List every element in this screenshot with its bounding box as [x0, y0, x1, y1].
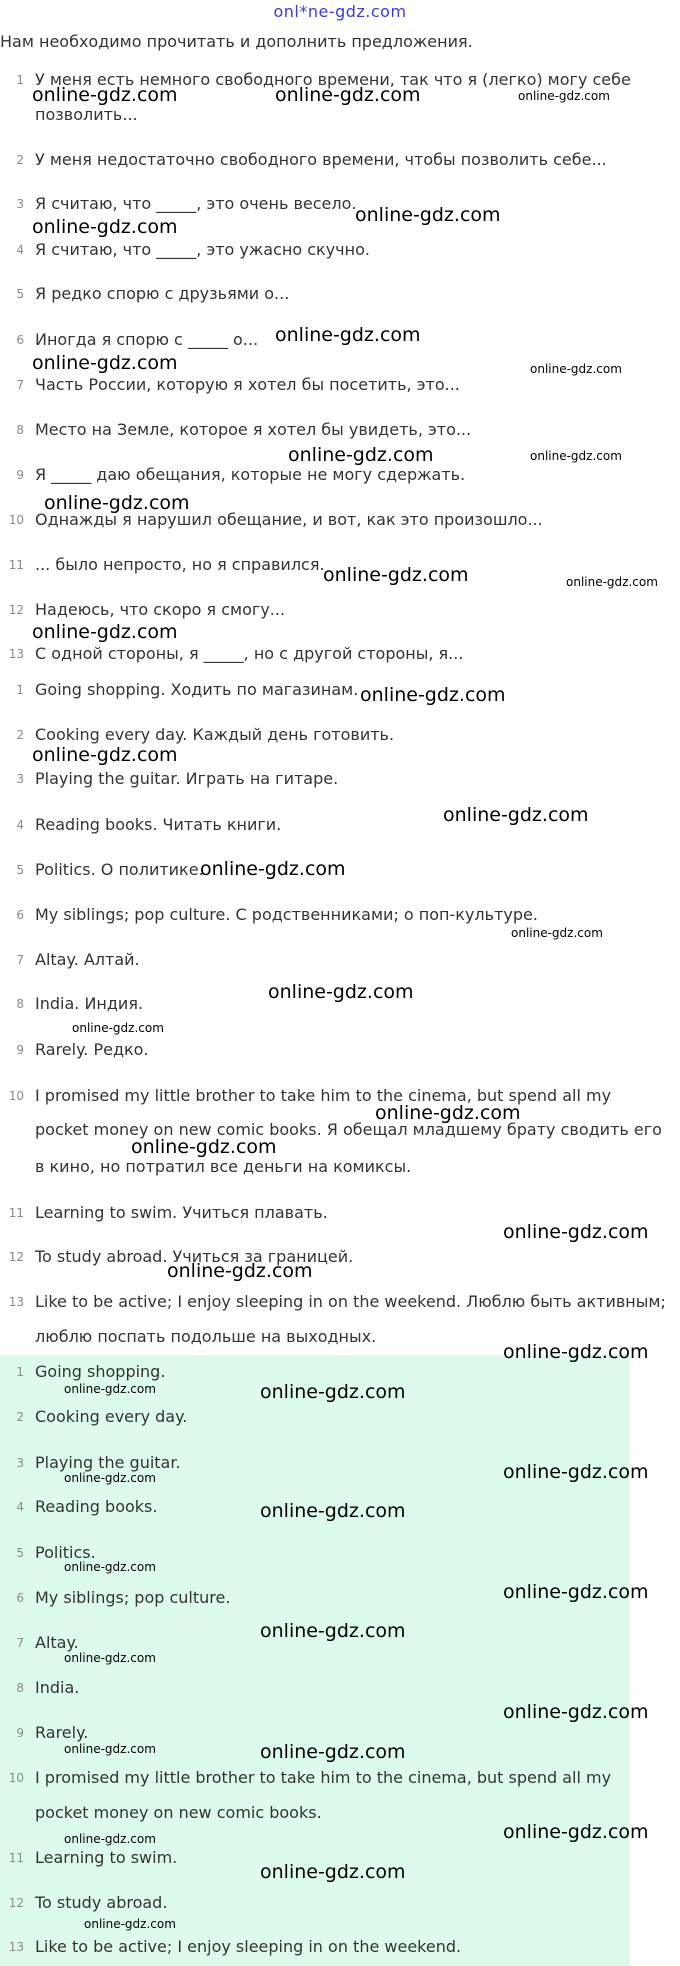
line-number: 9	[16, 468, 24, 482]
watermark-logo: online-gdz.com	[32, 744, 178, 766]
sentence-line	[0, 465, 680, 489]
sentence-text: Cooking every day.	[35, 1407, 188, 1426]
watermark-logo: online-gdz.com	[566, 575, 658, 589]
sentence-text: У меня есть немного свободного времени, так что я (легко) могу себе	[35, 70, 631, 89]
sentence-text: Playing the guitar.	[35, 1453, 181, 1472]
sentence-text: pocket money on new comic books. Я обещал младшему брату сводить его	[35, 1120, 662, 1139]
sentence-line	[0, 769, 680, 793]
watermark-logo: online-gdz.com	[323, 564, 469, 586]
sentence-text: Я редко спорю с друзьями о...	[35, 284, 290, 303]
sentence-text: Rarely.	[35, 1723, 89, 1742]
sentence-text: Politics.	[35, 1543, 96, 1562]
line-number: 3	[16, 772, 24, 786]
sentence-text: люблю поспать подольше на выходных.	[35, 1327, 377, 1346]
line-number: 8	[16, 1681, 24, 1695]
line-number: 1	[16, 73, 24, 87]
line-number: 2	[16, 728, 24, 742]
sentence-text: Reading books.	[35, 1497, 158, 1516]
watermark-logo: online-gdz.com	[64, 1651, 156, 1665]
watermark-logo: online-gdz.com	[167, 1260, 313, 1282]
sentence-line	[0, 1937, 680, 1961]
sentence-text: Rarely. Редко.	[35, 1040, 149, 1059]
sentence-text: Learning to swim. Учиться плавать.	[35, 1203, 328, 1222]
sentence-text: My siblings; pop culture. С родственниками; о поп-культуре.	[35, 905, 538, 924]
sentence-text: Learning to swim.	[35, 1848, 178, 1867]
line-number: 3	[16, 197, 24, 211]
watermark-logo: online-gdz.com	[355, 204, 501, 226]
watermark-logo: online-gdz.com	[511, 926, 603, 940]
sentence-line	[0, 105, 680, 129]
line-number: 3	[16, 1456, 24, 1470]
line-number: 13	[8, 1295, 24, 1309]
line-number: 7	[16, 953, 24, 967]
line-number: 4	[16, 818, 24, 832]
watermark-logo: online-gdz.com	[84, 1917, 176, 1931]
line-number: 12	[8, 1896, 24, 1910]
watermark-logo: online-gdz.com	[503, 1221, 649, 1243]
line-number: 2	[16, 153, 24, 167]
sentence-line	[0, 150, 680, 174]
sentence-text: Altay.	[35, 1633, 79, 1652]
line-number: 1	[16, 1365, 24, 1379]
sentence-line	[0, 1120, 680, 1144]
watermark-logo: online-gdz.com	[503, 1341, 649, 1363]
sentence-text: Going shopping. Ходить по магазинам.	[35, 680, 359, 699]
line-number: 9	[16, 1043, 24, 1057]
site-logo: onl*ne-gdz.com	[273, 2, 407, 21]
line-number: 10	[8, 1089, 24, 1103]
line-number: 4	[16, 1500, 24, 1514]
line-number: 5	[16, 863, 24, 877]
line-number: 1	[16, 683, 24, 697]
line-number: 10	[8, 513, 24, 527]
watermark-logo: online-gdz.com	[443, 804, 589, 826]
sentence-text: Politics. О политике.	[35, 860, 204, 879]
watermark-logo: online-gdz.com	[503, 1581, 649, 1603]
sentence-line	[0, 1678, 680, 1702]
watermark-logo: online-gdz.com	[32, 621, 178, 643]
sentence-text: Однажды я нарушил обещание, и вот, как это произошло...	[35, 510, 543, 529]
sentence-line	[0, 194, 680, 218]
line-number: 11	[8, 1206, 24, 1220]
sentence-text: Reading books. Читать книги.	[35, 815, 282, 834]
line-number: 7	[16, 1636, 24, 1650]
sentence-text: India.	[35, 1678, 80, 1697]
watermark-logo: online-gdz.com	[200, 858, 346, 880]
watermark-logo: online-gdz.com	[360, 684, 506, 706]
watermark-logo: online-gdz.com	[503, 1461, 649, 1483]
sentence-text: I promised my little brother to take him to the cinema, but spend all my	[35, 1086, 612, 1105]
watermark-logo: online-gdz.com	[275, 84, 421, 106]
sentence-text: To study abroad. Учиться за границей.	[35, 1247, 354, 1266]
sentence-text: С одной стороны, я _____, но с другой стороны, я...	[35, 644, 464, 663]
sentence-line	[0, 420, 680, 444]
line-number: 7	[16, 378, 24, 392]
line-number: 5	[16, 287, 24, 301]
sentence-text: India. Индия.	[35, 994, 144, 1013]
watermark-logo: online-gdz.com	[44, 492, 190, 514]
line-number: 8	[16, 997, 24, 1011]
watermark-logo: online-gdz.com	[260, 1500, 406, 1522]
line-number: 13	[8, 647, 24, 661]
line-number: 9	[16, 1726, 24, 1740]
sentence-text: Я _____ даю обещания, которые не могу сдержать.	[35, 465, 466, 484]
line-number: 6	[16, 908, 24, 922]
line-number: 5	[16, 1546, 24, 1560]
task-instruction: Нам необходимо прочитать и дополнить предложения.	[0, 32, 473, 51]
watermark-logo: online-gdz.com	[72, 1021, 164, 1035]
sentence-text: Going shopping.	[35, 1362, 166, 1381]
sentence-text: в кино, но потратил все деньги на комиксы.	[35, 1157, 412, 1176]
sentence-line	[0, 1157, 680, 1181]
watermark-logo: online-gdz.com	[64, 1560, 156, 1574]
line-number: 10	[8, 1771, 24, 1785]
watermark-logo: online-gdz.com	[64, 1742, 156, 1756]
sentence-text: My siblings; pop culture.	[35, 1588, 231, 1607]
watermark-logo: online-gdz.com	[503, 1821, 649, 1843]
sentence-line	[0, 375, 680, 399]
line-number: 4	[16, 243, 24, 257]
watermark-logo: online-gdz.com	[64, 1832, 156, 1846]
watermark-logo: online-gdz.com	[260, 1620, 406, 1642]
line-number: 13	[8, 1940, 24, 1954]
watermark-logo: online-gdz.com	[530, 362, 622, 376]
line-number: 2	[16, 1410, 24, 1424]
sentence-text: I promised my little brother to take him to the cinema, but spend all my	[35, 1768, 612, 1787]
sentence-text: У меня недостаточно свободного времени, чтобы позволить себе...	[35, 150, 607, 169]
sentence-text: Надеюсь, что скоро я смогу...	[35, 600, 286, 619]
watermark-logo: online-gdz.com	[32, 84, 178, 106]
sentence-line	[0, 950, 680, 974]
watermark-logo: online-gdz.com	[530, 449, 622, 463]
watermark-logo: online-gdz.com	[503, 1701, 649, 1723]
watermark-logo: online-gdz.com	[64, 1471, 156, 1485]
line-number: 6	[16, 333, 24, 347]
line-number: 11	[8, 558, 24, 572]
watermark-logo: online-gdz.com	[260, 1381, 406, 1403]
sentence-text: ... было непросто, но я справился.	[35, 555, 325, 574]
sentence-line	[0, 680, 680, 704]
line-number: 8	[16, 423, 24, 437]
sentence-text: Часть России, которую я хотел бы посетить, это...	[35, 375, 460, 394]
sentence-line	[0, 1893, 680, 1917]
sentence-text: Место на Земле, которое я хотел бы увидеть, это...	[35, 420, 472, 439]
watermark-logo: online-gdz.com	[288, 444, 434, 466]
watermark-logo: online-gdz.com	[375, 1102, 521, 1124]
watermark-logo: online-gdz.com	[268, 981, 414, 1003]
sentence-line	[0, 1086, 680, 1110]
sentence-line	[0, 644, 680, 668]
line-number: 11	[8, 1851, 24, 1865]
sentence-text: Я считаю, что _____, это очень весело.	[35, 194, 357, 213]
sentence-text: Like to be active; I enjoy sleeping in on the weekend. Люблю быть активным;	[35, 1292, 666, 1311]
line-number: 12	[8, 1250, 24, 1264]
sentence-line	[0, 1292, 680, 1316]
watermark-logo: online-gdz.com	[64, 1382, 156, 1396]
sentence-line	[0, 1040, 680, 1064]
watermark-logo: online-gdz.com	[260, 1861, 406, 1883]
sentence-text: Cooking every day. Каждый день готовить.	[35, 725, 395, 744]
watermark-logo: online-gdz.com	[518, 89, 610, 103]
sentence-text: Altay. Алтай.	[35, 950, 140, 969]
sentence-text: To study abroad.	[35, 1893, 168, 1912]
watermark-logo: online-gdz.com	[32, 216, 178, 238]
watermark-logo: online-gdz.com	[275, 324, 421, 346]
line-number: 12	[8, 603, 24, 617]
sentence-line	[0, 1407, 680, 1431]
sentence-text: Like to be active; I enjoy sleeping in on the weekend.	[35, 1937, 462, 1956]
sentence-text: Playing the guitar. Играть на гитаре.	[35, 769, 339, 788]
watermark-logo: online-gdz.com	[131, 1136, 277, 1158]
sentence-text: pocket money on new comic books.	[35, 1803, 322, 1822]
sentence-text: Иногда я спорю с _____ о...	[35, 330, 259, 349]
sentence-text: Я считаю, что _____, это ужасно скучно.	[35, 240, 370, 259]
watermark-logo: online-gdz.com	[260, 1741, 406, 1763]
watermark-logo: online-gdz.com	[32, 352, 178, 374]
sentence-line	[0, 1247, 680, 1271]
sentence-line	[0, 1768, 680, 1792]
sentence-line	[0, 240, 680, 264]
sentence-text: позволить...	[35, 105, 138, 124]
line-number: 6	[16, 1591, 24, 1605]
sentence-line	[0, 284, 680, 308]
